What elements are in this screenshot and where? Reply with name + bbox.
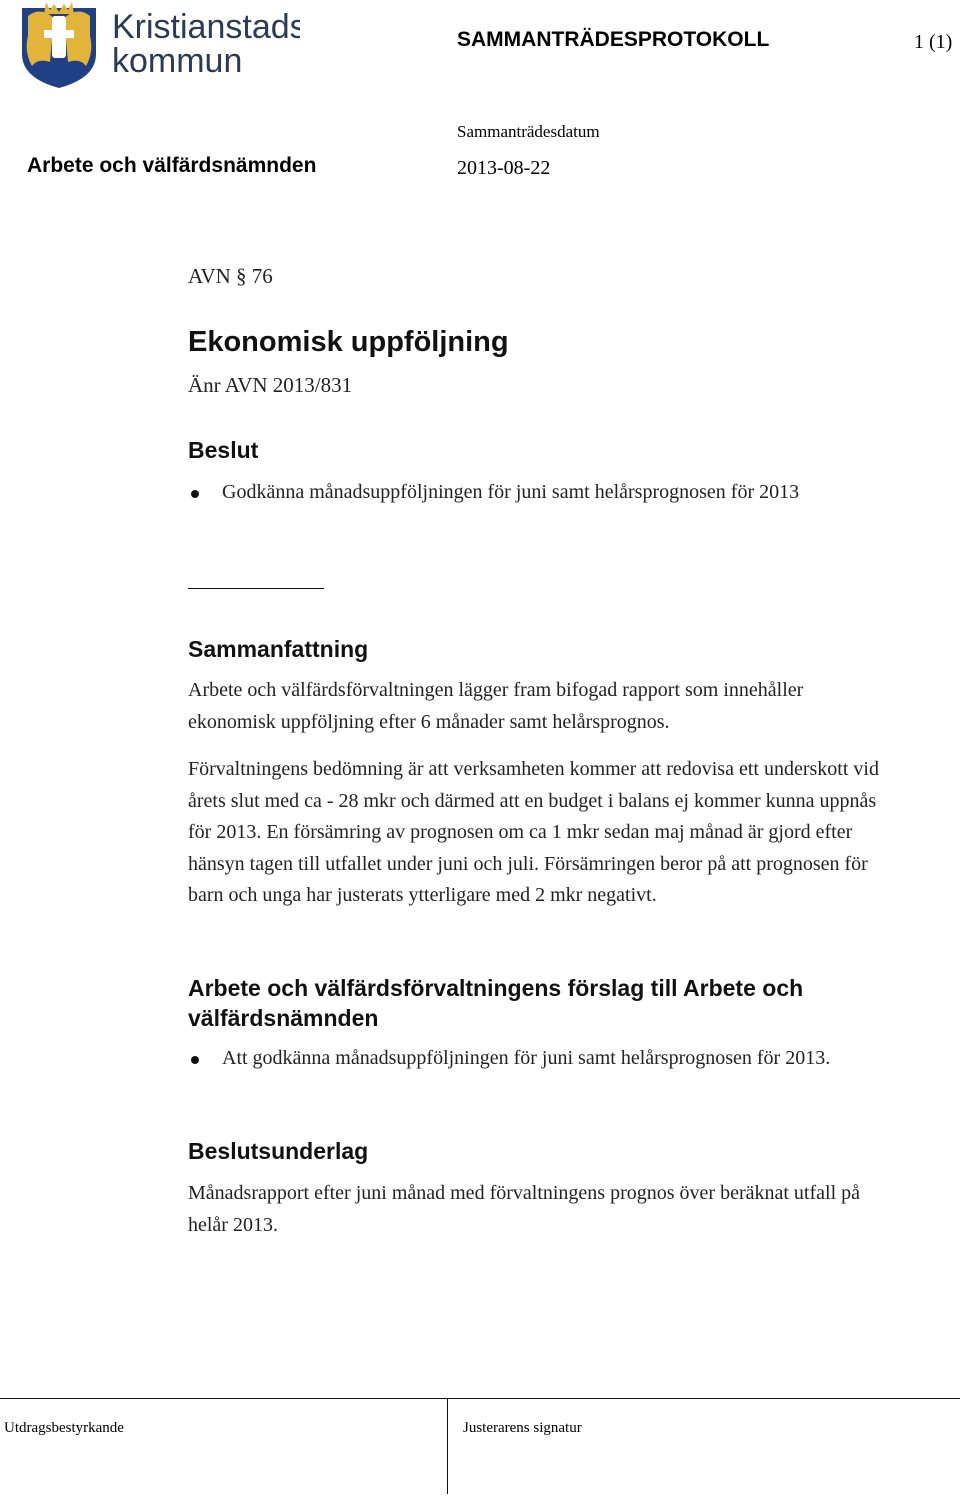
- decision-bullet-text: Godkänna månadsuppföljningen för juni samt helårsprognosen för 2013: [222, 481, 800, 503]
- decision-heading: Beslut: [188, 437, 259, 463]
- divider: [188, 588, 324, 589]
- basis-heading: Beslutsunderlag: [188, 1138, 369, 1164]
- meeting-date-label: Sammanträdesdatum: [457, 122, 600, 141]
- proposal-heading: Arbete och välfärdsförvaltningens förslag till Arbete och välfärdsnämnden: [188, 975, 804, 1031]
- certification-label: Utdragsbestyrkande: [4, 1420, 124, 1436]
- adjuster-signature-label: Justerarens signatur: [463, 1420, 582, 1436]
- errand-number: Änr AVN 2013/831: [188, 373, 353, 397]
- committee-name: Arbete och välfärdsnämnden: [27, 154, 317, 177]
- logo-line2: kommun: [112, 42, 243, 80]
- bullet-icon: [191, 1056, 199, 1064]
- footer-rule: [0, 1398, 960, 1399]
- meeting-date: 2013-08-22: [457, 157, 551, 179]
- summary-heading: Sammanfattning: [188, 636, 369, 662]
- logo-line1: Kristianstads: [112, 8, 300, 46]
- summary-paragraph: Arbete och välfärdsförvaltningen lägger fram bifogad rapport som innehåller ekonomisk uppföljning efter 6 månader samt helårsprognos.: [188, 679, 804, 733]
- basis-paragraph: Månadsrapport efter juni månad med förvaltningens prognos över beräknat utfall på helår 2013.: [188, 1182, 861, 1236]
- page-number: 1 (1): [914, 31, 953, 53]
- proposal-bullet-text: Att godkänna månadsuppföljningen för juni samt helårsprognosen för 2013.: [222, 1047, 831, 1069]
- municipality-logo: [20, 2, 300, 88]
- bullet-icon: [191, 490, 199, 498]
- proposal-bullet: [188, 1043, 888, 1075]
- page-title: Ekonomisk uppföljning: [188, 326, 509, 358]
- document-type: SAMMANTRÄDESPROTOKOLL: [457, 28, 770, 51]
- summary-paragraph: Förvaltningens bedömning är att verksamheten kommer att redovisa ett underskott vid årets slut med ca - 28 mkr och därmed att en budget i balans ej kommer kunna uppnås för 2013. En försämring av prognosen om ca 1 mkr sedan maj månad är gjord efter hänsyn tagen till utfallet under juni och juli. Försämringen beror på att prognosen för barn och unga har justerats ytterligare med 2 mkr negativt.: [188, 758, 879, 906]
- footer-divider: [447, 1398, 448, 1494]
- decision-bullet: [188, 477, 888, 509]
- section-id: AVN § 76: [188, 264, 273, 288]
- coat-of-arms-icon: [20, 2, 300, 88]
